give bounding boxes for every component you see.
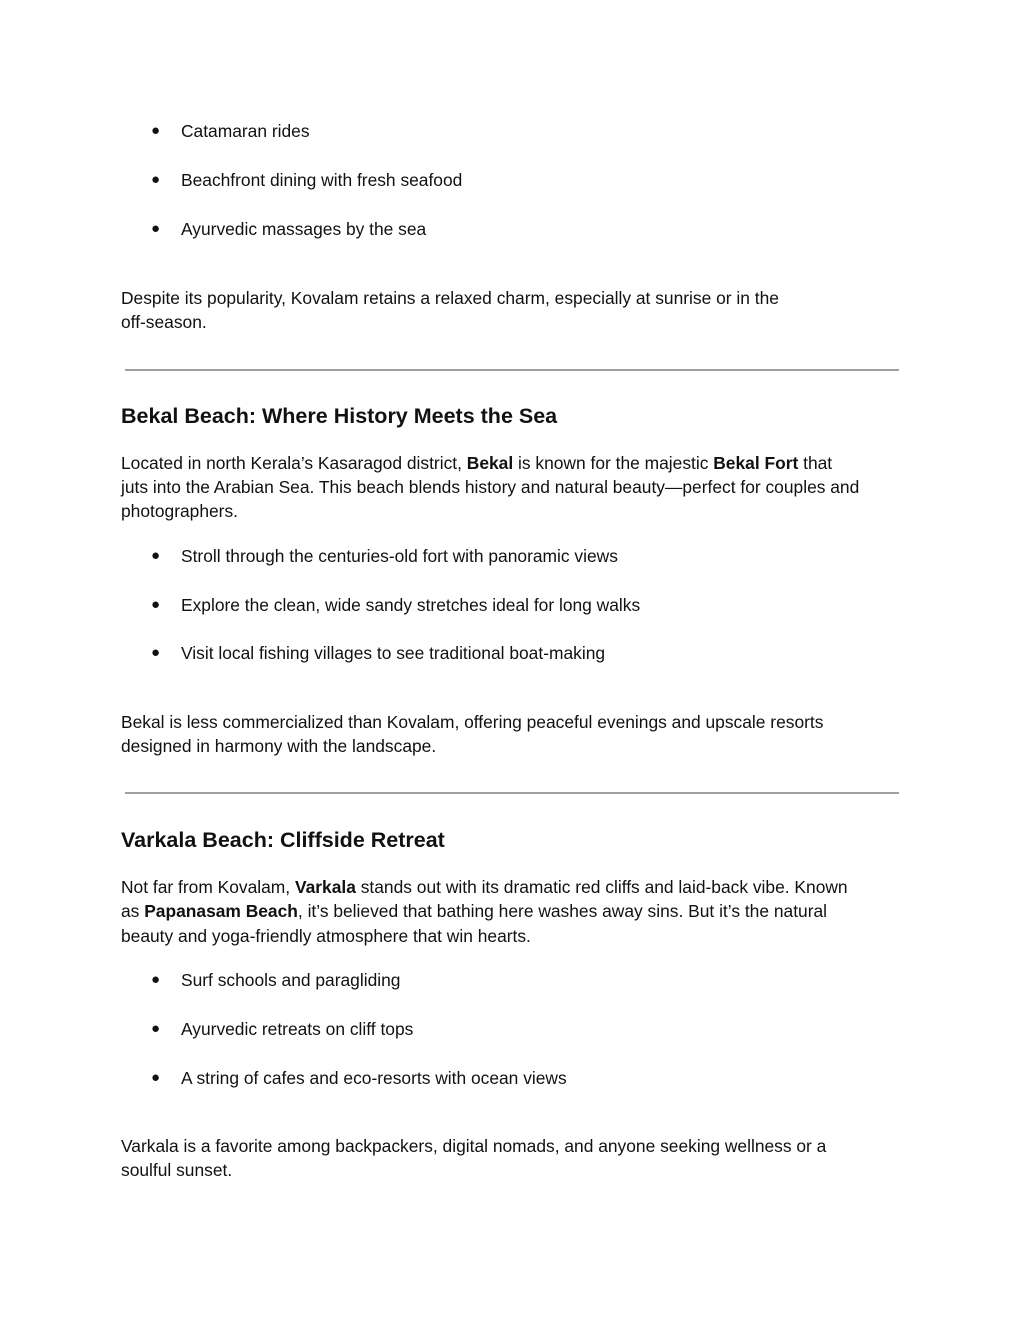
paragraph-line: Bekal is less commercialized than Kovalam, offering peaceful evenings and upscale resorts xyxy=(121,712,824,732)
list-item: Explore the clean, wide sandy stretches ideal for long walks xyxy=(181,595,641,615)
list-item: Surf schools and paragliding xyxy=(181,970,401,990)
bullet-marker: ● xyxy=(151,1069,161,1086)
section-heading-varkala: Varkala Beach: Cliffside Retreat xyxy=(121,828,445,852)
section-divider xyxy=(125,369,899,371)
list-item: Visit local fishing villages to see traditional boat-making xyxy=(181,643,606,663)
bullet-marker: ● xyxy=(151,1020,161,1037)
bullet-marker: ● xyxy=(151,547,161,564)
bold-text: Papanasam Beach xyxy=(144,901,298,921)
paragraph-line: beauty and yoga-friendly atmosphere that win hearts. xyxy=(121,926,531,946)
paragraph-line: designed in harmony with the landscape. xyxy=(121,736,437,756)
list-item: Ayurvedic retreats on cliff tops xyxy=(181,1019,414,1039)
bullet-marker: ● xyxy=(151,644,161,661)
bullet-marker: ● xyxy=(151,220,161,237)
bold-text: Varkala xyxy=(294,877,356,897)
bullet-marker: ● xyxy=(151,971,161,988)
paragraph-line: Varkala is a favorite among backpackers, digital nomads, and anyone seeking wellness or a xyxy=(121,1136,827,1156)
list-item: Ayurvedic massages by the sea xyxy=(181,219,427,239)
paragraph-line xyxy=(121,899,827,923)
text-run: that xyxy=(798,453,833,473)
paragraph-line: soulful sunset. xyxy=(121,1160,233,1180)
bullet-marker: ● xyxy=(151,596,161,613)
section-heading-bekal: Bekal Beach: Where History Meets the Sea xyxy=(121,404,558,428)
text-run: , it’s believed that bathing here washes away sins. But it’s the natural xyxy=(297,901,828,921)
bullet-marker: ● xyxy=(151,171,161,188)
paragraph-line: photographers. xyxy=(121,501,238,521)
section-divider xyxy=(125,792,899,794)
text-run: Located in north Kerala’s Kasaragod district, xyxy=(121,453,467,473)
paragraph-line xyxy=(121,875,848,899)
text-run: stands out with its dramatic red cliffs and laid-back vibe. Known xyxy=(355,877,848,897)
text-run: Not far from Kovalam, xyxy=(121,877,295,897)
list-item: A string of cafes and eco-resorts with ocean views xyxy=(181,1068,567,1088)
bold-text: Bekal Fort xyxy=(713,453,799,473)
list-item: Beachfront dining with fresh seafood xyxy=(181,170,463,190)
paragraph-line: Despite its popularity, Kovalam retains a relaxed charm, especially at sunrise or in the xyxy=(121,288,779,308)
list-item: Catamaran rides xyxy=(181,121,310,141)
bold-text: Bekal xyxy=(466,453,514,473)
paragraph-line: juts into the Arabian Sea. This beach blends history and natural beauty—perfect for couples and xyxy=(121,477,860,497)
text-run: as xyxy=(121,901,145,921)
bullet-marker: ● xyxy=(151,122,161,139)
paragraph-line xyxy=(121,451,832,475)
text-run: is known for the majestic xyxy=(513,453,714,473)
list-item: Stroll through the centuries-old fort with panoramic views xyxy=(181,546,618,566)
paragraph-line: off-season. xyxy=(121,312,207,332)
